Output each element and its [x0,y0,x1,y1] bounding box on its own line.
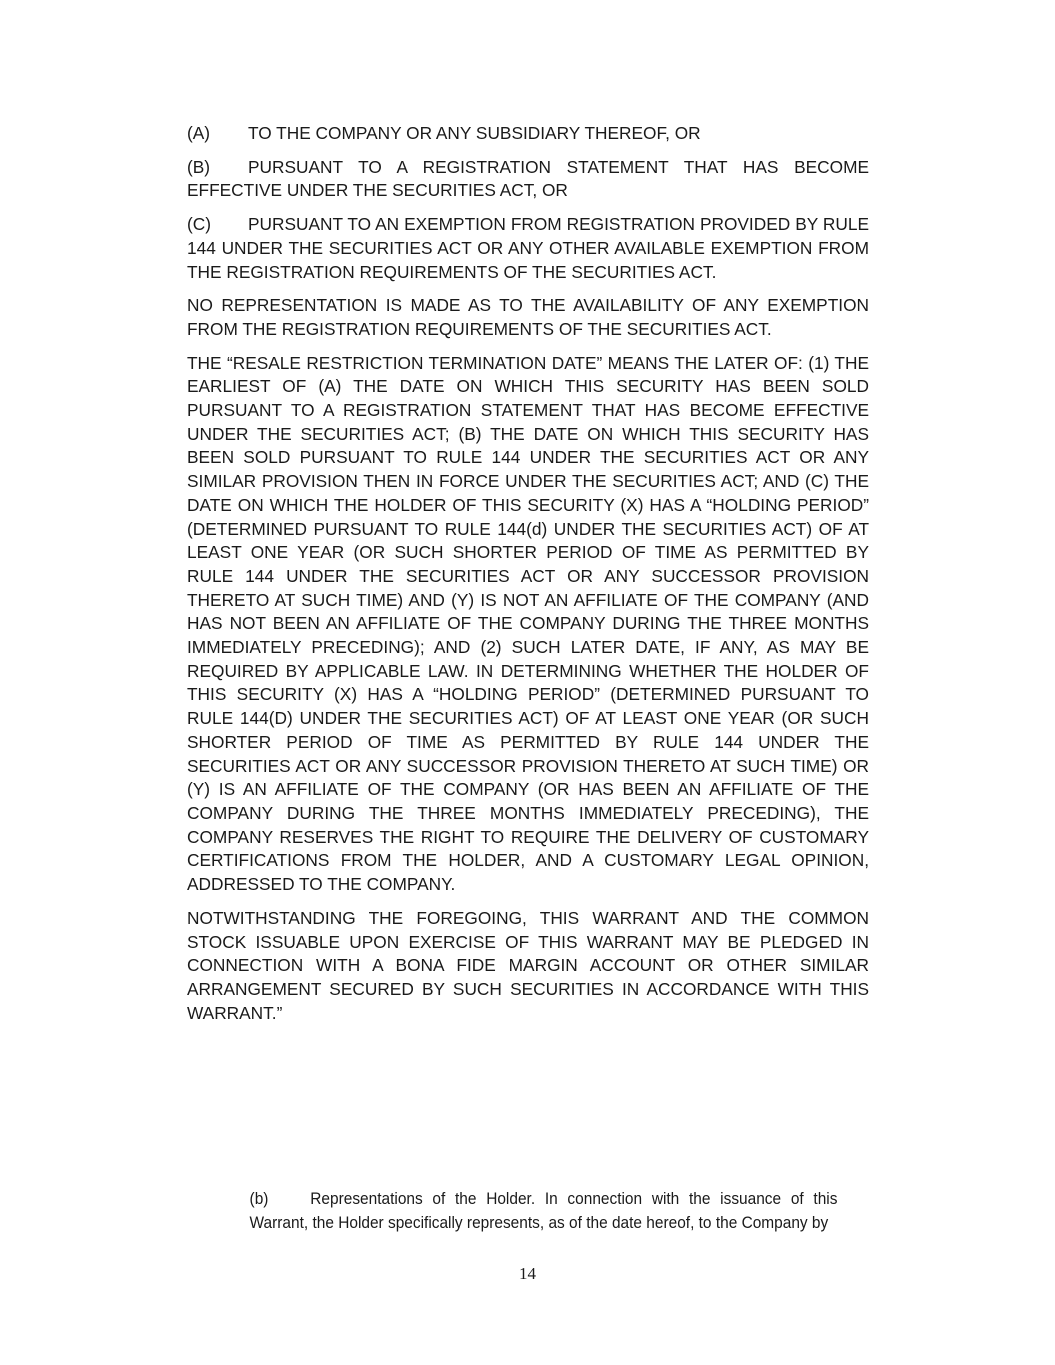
legend-item-label: (B) [187,156,211,177]
section-b-label: (b) [249,1189,269,1208]
notwithstanding-paragraph: NOTWITHSTANDING THE FOREGOING, THIS WARRANT AND THE COMMON STOCK ISSUABLE UPON EXERCISE OF THIS WARRANT MAY BE PLEDGED IN CONNECTION WITH A BONA FIDE MARGIN ACCOUNT OR OTHER SIMILAR ARRANGEMENT SECURED BY SUCH SECURITIES IN ACCORDANCE WITH THIS WARRANT.” [187,907,869,1023]
page-number: 14 [519,1264,536,1283]
section-b-paragraph [187,1187,837,1234]
legend-item-c [187,213,869,284]
legend-item-text [187,213,869,284]
resale-restriction-paragraph: THE “RESALE RESTRICTION TERMINATION DATE” MEANS THE LATER OF: (1) THE EARLIEST OF (A) THE DATE ON WHICH THIS SECURITY HAS BEEN SOLD PURSUANT TO A REGISTRATION STATEMENT THAT HAS BECOME EFFECTIVE UNDER THE SECURITIES ACT; (B) THE DATE ON WHICH THIS SECURITY HAS BEEN SOLD PURSUANT TO RULE 144 UNDER THE SECURITIES ACT OR ANY SIMILAR PROVISION THEN IN FORCE UNDER THE SECURITIES ACT; AND (C) THE DATE ON WHICH THE HOLDER OF THIS SECURITY (X) HAS A “HOLDING PERIOD” (DETERMINED PURSUANT TO RULE 144(d) UNDER THE SECURITIES ACT) OF AT LEAST ONE YEAR (OR SUCH SHORTER PERIOD OF TIME AS PERMITTED BY RULE 144 UNDER THE SECURITIES ACT OR ANY SUCCESSOR PROVISION THERETO AT SUCH TIME) AND (Y) IS NOT AN AFFILIATE OF THE COMPANY (AND HAS NOT BEEN AN AFFILIATE OF THE COMPANY DURING THE THREE MONTHS IMMEDIATELY PRECEDING); AND (2) SUCH LATER DATE, IF ANY, AS MAY BE REQUIRED BY APPLICABLE LAW. IN DETERMINING WHETHER THE HOLDER OF THIS SECURITY (X) HAS A “HOLDING PERIOD” (DETERMINED PURSUANT TO RULE 144(D) UNDER THE SECURITIES ACT) OF AT LEAST ONE YEAR (OR SUCH SHORTER PERIOD OF TIME AS PERMITTED BY RULE 144 UNDER THE SECURITIES ACT OR ANY SUCCESSOR PROVISION THERETO AT SUCH TIME) OR (Y) IS AN AFFILIATE OF THE COMPANY (OR HAS BEEN AN AFFILIATE OF THE COMPANY DURING THE THREE MONTHS IMMEDIATELY PRECEDING), THE COMPANY RESERVES THE RIGHT TO REQUIRE THE DELIVERY OF CUSTOMARY CERTIFICATIONS FROM THE HOLDER, AND A CUSTOMARY LEGAL OPINION, ADDRESSED TO THE COMPANY. [187,352,869,895]
legend-item-label: (C) [187,214,211,235]
legend-item-b [187,156,869,203]
legend-item-text [187,156,869,203]
section-b-text: Representations of the Holder. In connection with the issuance of this Warrant, the Holder specifically represents, as of the date hereof, to the Company by [249,1189,838,1232]
legend-item-text: TO THE COMPANY OR ANY SUBSIDIARY THEREOF, OR [248,123,701,143]
legend-item-body: PURSUANT TO A REGISTRATION STATEMENT THAT HAS BECOME EFFECTIVE UNDER THE SECURITIES ACT, OR [187,156,869,201]
legend-item-a [187,122,869,146]
restrictive-legend [187,122,869,1035]
no-representation-paragraph: NO REPRESENTATION IS MADE AS TO THE AVAILABILITY OF ANY EXEMPTION FROM THE REGISTRATION REQUIREMENTS OF THE SECURITIES ACT. [187,295,869,339]
legend-item-label: (A) [187,123,211,143]
section-b [187,1187,837,1234]
legend-item-body: PURSUANT TO AN EXEMPTION FROM REGISTRATION PROVIDED BY RULE 144 UNDER THE SECURITIES ACT OR ANY OTHER AVAILABLE EXEMPTION FROM THE REGISTRATION REQUIREMENTS OF THE SECURITIES ACT. [187,214,869,282]
